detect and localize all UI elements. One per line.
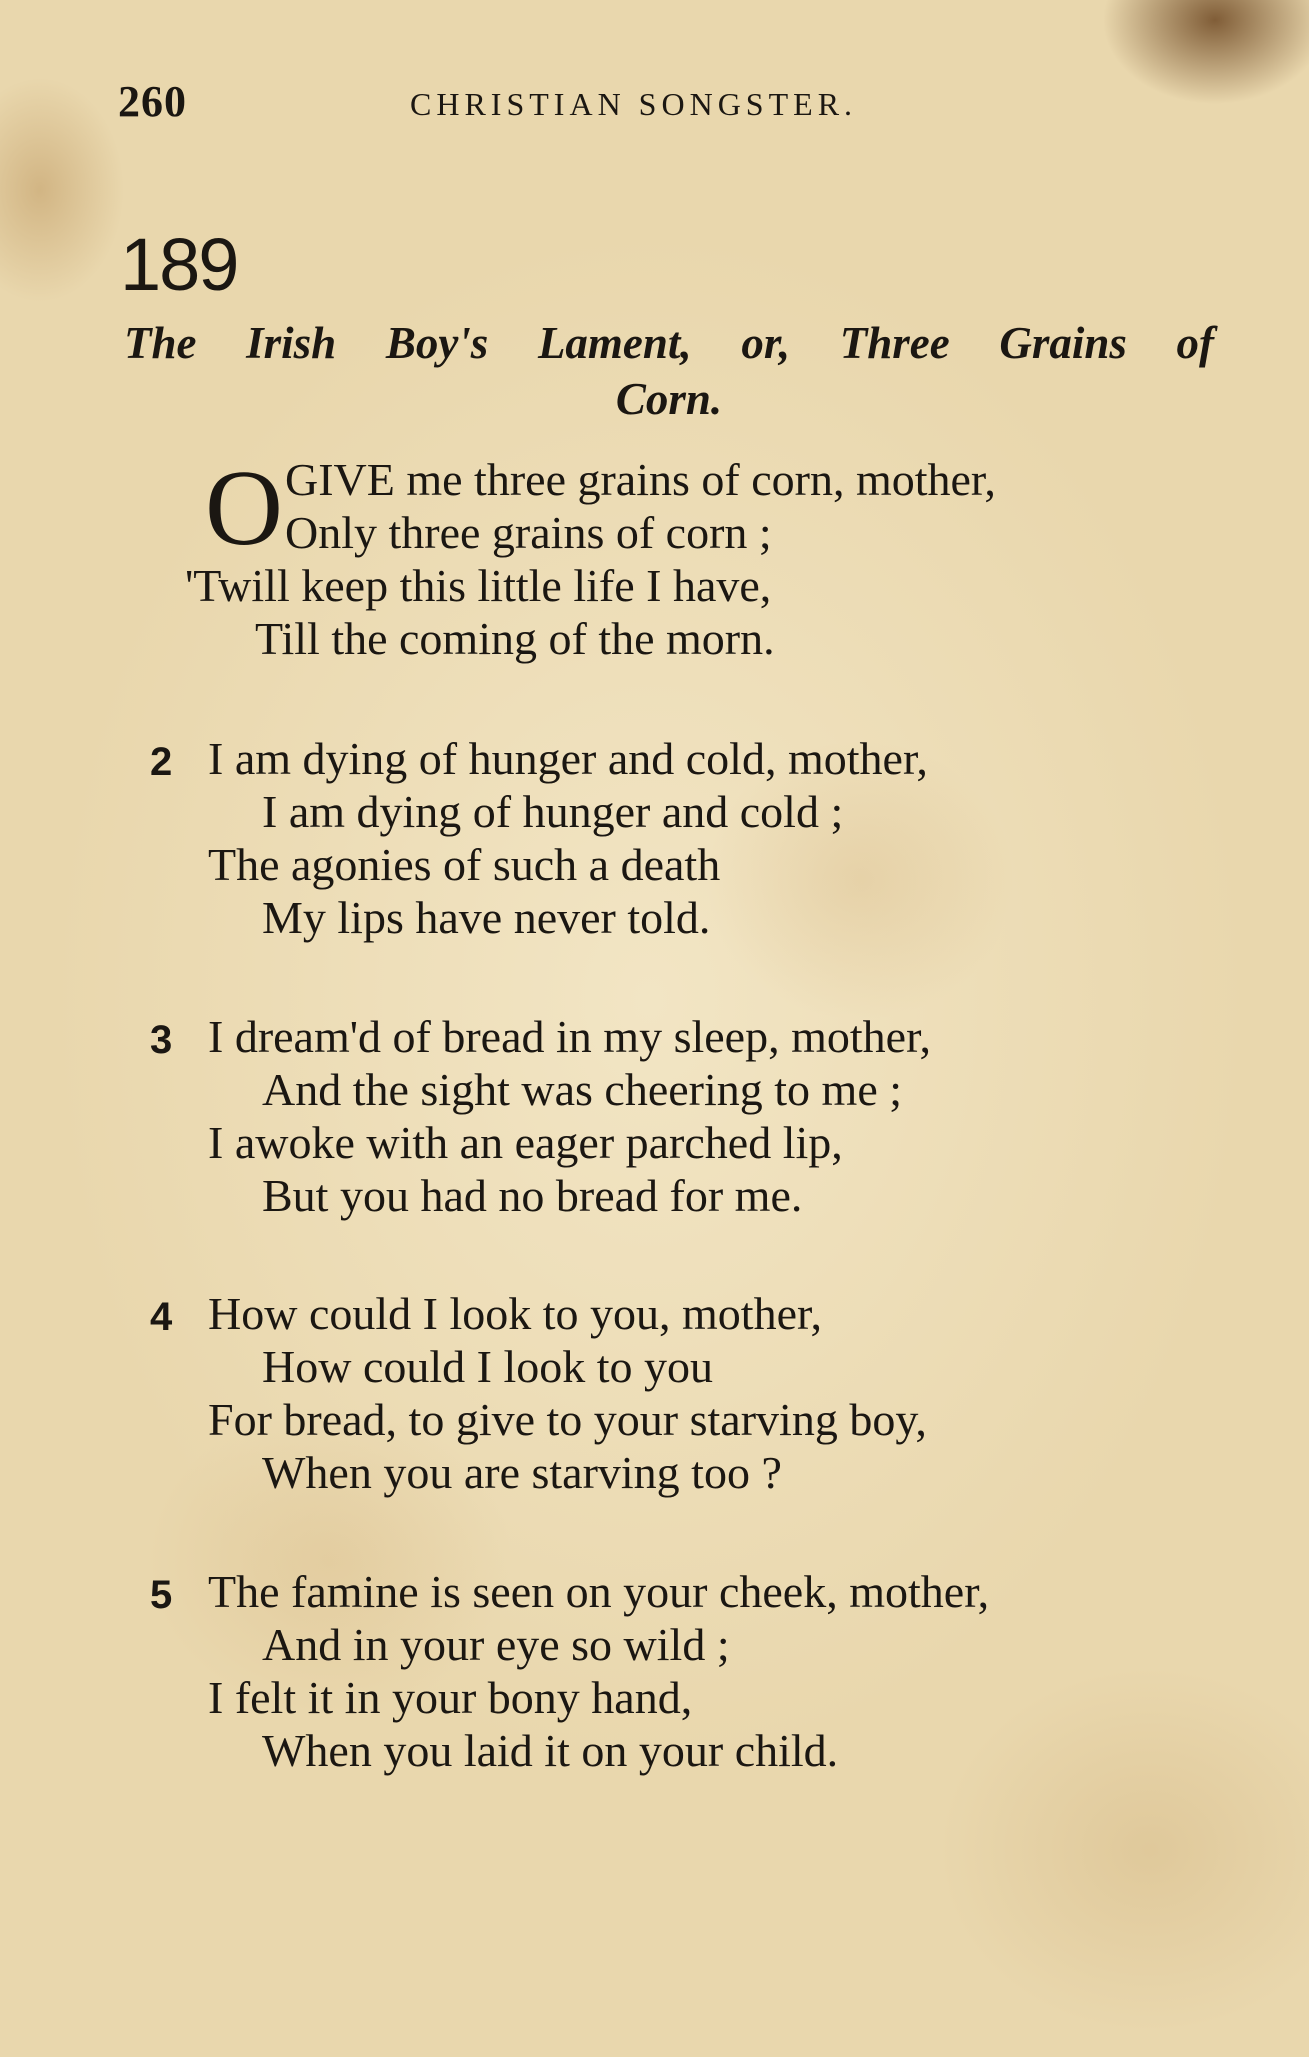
verse-number: 3 bbox=[150, 1018, 173, 1062]
verse-line: But you had no bread for me. bbox=[262, 1170, 803, 1221]
verse-line: And the sight was cheering to me ; bbox=[262, 1064, 903, 1115]
verse-line: I dream'd of bread in my sleep, mother, bbox=[208, 1011, 932, 1062]
verse-line: I felt it in your bony hand, bbox=[208, 1672, 693, 1723]
hymn-title-line: Corn. bbox=[615, 374, 723, 424]
hymn-title bbox=[124, 315, 1214, 427]
verse-line: And in your eye so wild ; bbox=[262, 1619, 730, 1670]
verse-line: Only three grains of corn ; bbox=[285, 507, 772, 558]
verse-3 bbox=[150, 1010, 1230, 1222]
verse-line: How could I look to you bbox=[262, 1341, 714, 1392]
verse-line: I am dying of hunger and cold ; bbox=[262, 786, 844, 837]
verse-4 bbox=[150, 1287, 1230, 1499]
running-head bbox=[118, 76, 918, 126]
verse-5 bbox=[150, 1565, 1230, 1777]
verse-line: My lips have never told. bbox=[262, 892, 711, 943]
hymn-number: 189 bbox=[120, 223, 238, 306]
verse-line: When you are starving too ? bbox=[262, 1447, 782, 1498]
verse-line: When you laid it on your child. bbox=[262, 1725, 839, 1776]
verse-line: I am dying of hunger and cold, mother, bbox=[208, 733, 928, 784]
verse-line: For bread, to give to your starving boy, bbox=[208, 1394, 927, 1445]
page-number: 260 bbox=[118, 77, 187, 126]
running-title: CHRISTIAN SONGSTER. bbox=[410, 86, 858, 122]
verse-2 bbox=[150, 732, 1230, 944]
verse-number: 5 bbox=[150, 1573, 173, 1617]
verse-line: I awoke with an eager parched lip, bbox=[208, 1117, 843, 1168]
hymn-title-line: The Irish Boy's Lament, or, Three Grains of bbox=[124, 318, 1214, 368]
verse-line: How could I look to you, mother, bbox=[208, 1288, 822, 1339]
drop-cap: O bbox=[205, 449, 283, 568]
verse-line: The agonies of such a death bbox=[208, 839, 721, 890]
verse-number: 4 bbox=[150, 1295, 173, 1339]
verse-line: Till the coming of the morn. bbox=[255, 613, 775, 664]
verse-line: The famine is seen on your cheek, mother, bbox=[208, 1566, 990, 1617]
verse-line: 'Twill keep this little life I have, bbox=[185, 560, 772, 611]
verse-line: GIVE me three grains of corn, mother, bbox=[285, 454, 996, 505]
verse-1 bbox=[185, 449, 1255, 665]
verse-number: 2 bbox=[150, 740, 173, 784]
